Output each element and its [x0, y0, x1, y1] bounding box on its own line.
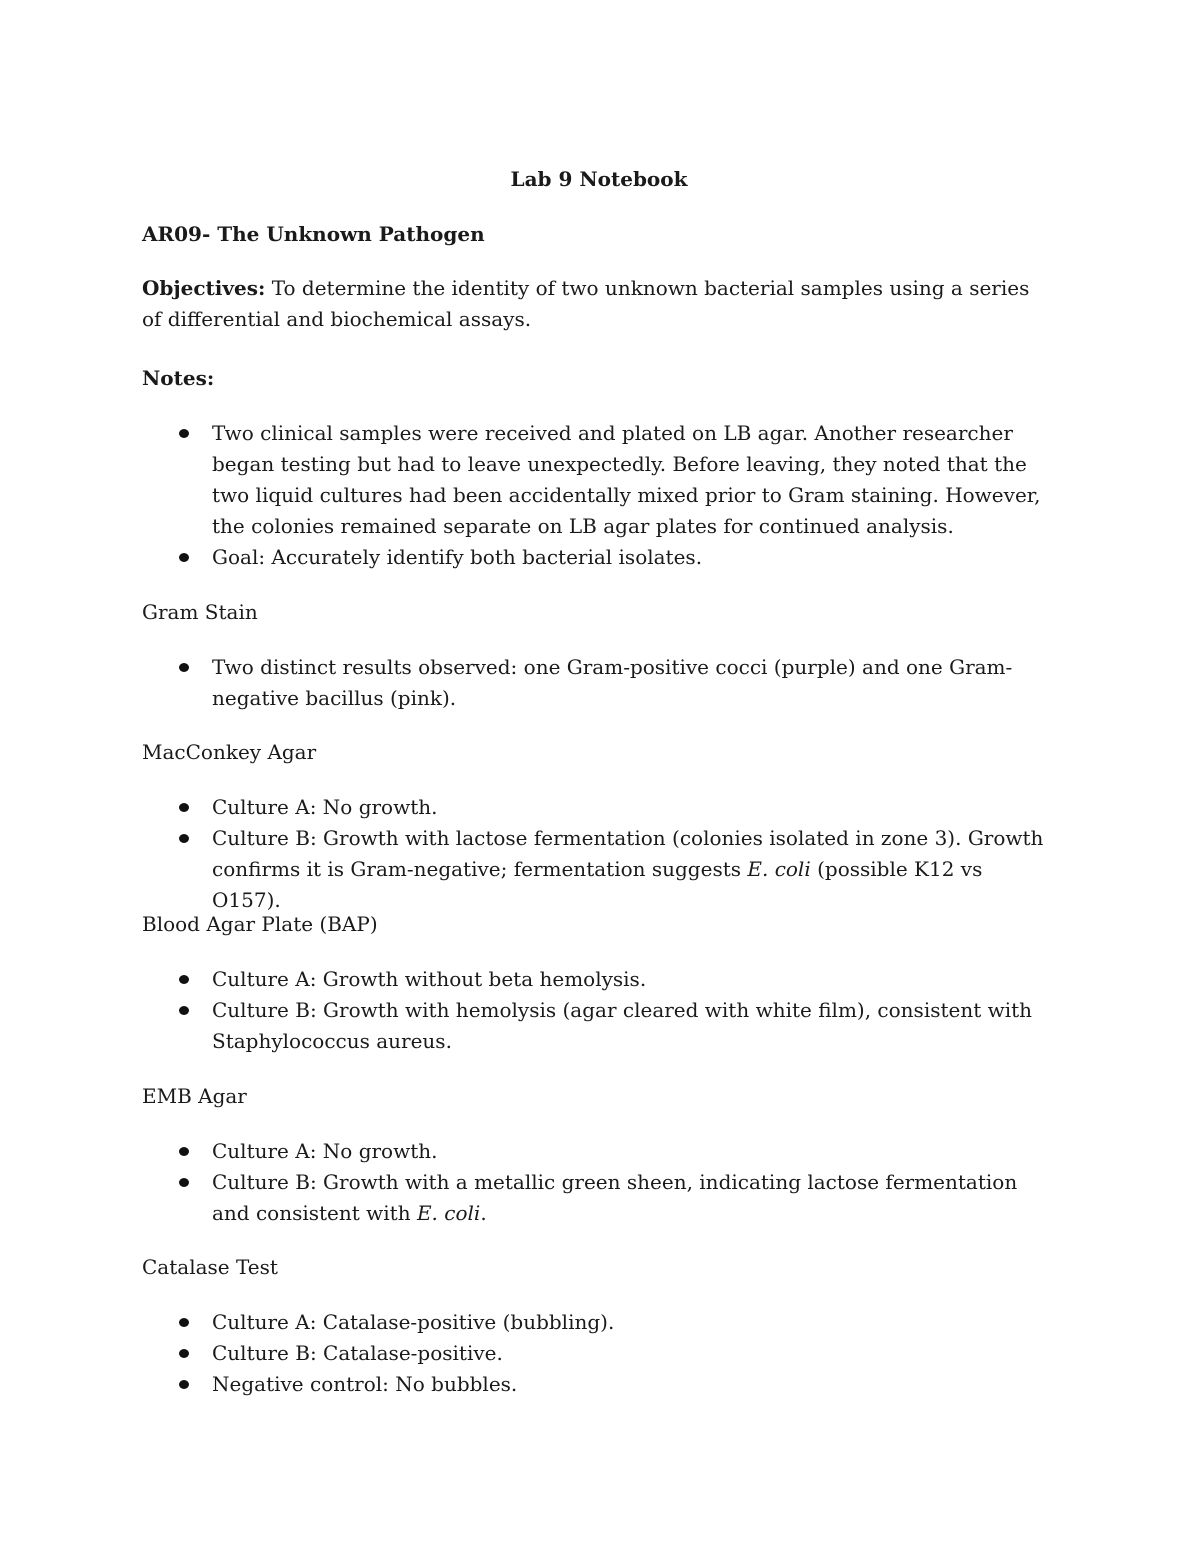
emb-heading: EMB Agar	[142, 1084, 247, 1108]
bullet-icon	[179, 553, 189, 562]
list-item: Goal: Accurately identify both bacterial isolates.	[142, 542, 1052, 573]
objectives-text: To determine the identity of two unknown bacterial samples using a series of differential and biochemical assays.	[142, 276, 1030, 331]
list-item: Two distinct results observed: one Gram-positive cocci (purple) and one Gram-negative bacillus (pink).	[142, 652, 1052, 714]
bullet-icon	[179, 1349, 189, 1358]
gram-stain-list	[142, 652, 1052, 714]
list-item: Culture B: Growth with a metallic green sheen, indicating lactose fermentation and consistent with E. coli.	[142, 1167, 1052, 1229]
macconkey-heading: MacConkey Agar	[142, 740, 317, 764]
objectives-paragraph	[142, 273, 1042, 335]
bullet-icon	[179, 1006, 189, 1015]
species-name: E. coli	[747, 857, 811, 881]
list-item: Culture B: Growth with lactose fermentation (colonies isolated in zone 3). Growth confirms it is Gram-negative; fermentation suggests E. coli (possible K12 vs O157).	[142, 823, 1052, 916]
list-item: Culture A: No growth.	[142, 1136, 1052, 1167]
bullet-icon	[179, 803, 189, 812]
bullet-icon	[179, 834, 189, 843]
bullet-icon	[179, 429, 189, 438]
macconkey-list	[142, 792, 1052, 916]
species-name: E. coli	[416, 1201, 481, 1225]
emb-list	[142, 1136, 1052, 1229]
list-item: Culture A: No growth.	[142, 792, 1052, 823]
blood-agar-heading: Blood Agar Plate (BAP)	[142, 912, 378, 936]
bullet-icon	[179, 1147, 189, 1156]
bullet-icon	[179, 975, 189, 984]
list-item: Culture B: Growth with hemolysis (agar cleared with white film), consistent with Staphylococcus aureus.	[142, 995, 1052, 1057]
document-subtitle: AR09- The Unknown Pathogen	[142, 222, 485, 246]
bullet-icon	[179, 663, 189, 672]
gram-stain-heading: Gram Stain	[142, 600, 258, 624]
notes-label: Notes:	[142, 366, 215, 390]
list-item: Two clinical samples were received and plated on LB agar. Another researcher began testing but had to leave unexpectedly. Before leaving, they noted that the two liquid cultures had been accidentally mixed prior to Gram staining. However, the colonies remained separate on LB agar plates for continued analysis.	[142, 418, 1052, 542]
notes-list	[142, 418, 1052, 573]
list-item: Negative control: No bubbles.	[142, 1369, 1052, 1400]
list-item: Culture B: Catalase-positive.	[142, 1338, 1052, 1369]
list-item: Culture A: Catalase-positive (bubbling).	[142, 1307, 1052, 1338]
catalase-heading: Catalase Test	[142, 1255, 278, 1279]
blood-agar-list	[142, 964, 1052, 1057]
bullet-icon	[179, 1178, 189, 1187]
objectives-label: Objectives:	[142, 276, 266, 300]
bullet-icon	[179, 1318, 189, 1327]
list-item: Culture A: Growth without beta hemolysis.	[142, 964, 1052, 995]
bullet-icon	[179, 1380, 189, 1389]
document-title: Lab 9 Notebook	[510, 167, 688, 191]
catalase-list	[142, 1307, 1052, 1400]
